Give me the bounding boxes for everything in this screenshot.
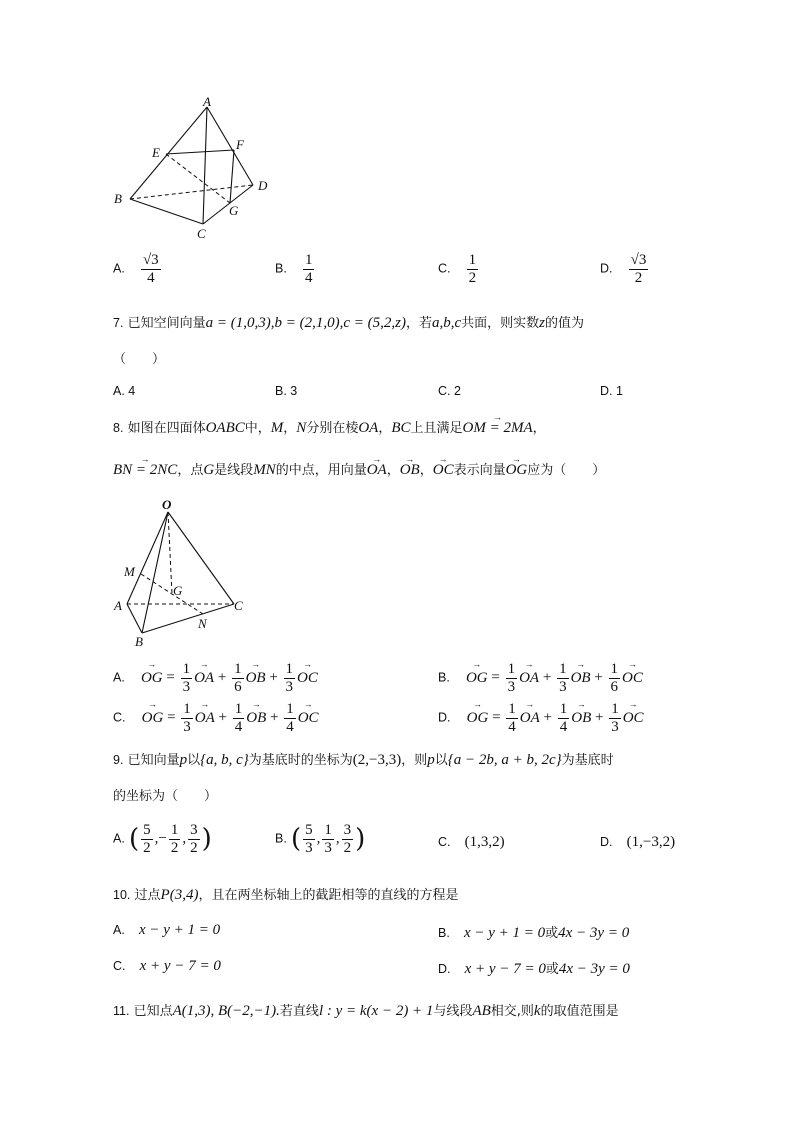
fraction: $\frac{1}{3}$ [183, 701, 191, 735]
or-text: 或 [545, 926, 559, 941]
option-letter: B. [275, 261, 287, 276]
equation: x − y + 1 = 0 [138, 922, 221, 938]
question-number: 10. [113, 888, 131, 902]
label-c: C [197, 226, 206, 241]
stem-text: 已知空间向量 [127, 316, 206, 331]
q8-option-d[interactable]: D. → OG = $\frac{1}{4}$ → OA + $\frac{1}{4}$ → OB + $\frac{1}{3}$ → OC [438, 701, 644, 735]
option-letter: B. [275, 831, 287, 846]
fraction: $\frac{1}{6}$ [610, 661, 619, 695]
vector-og: → OG [142, 710, 164, 727]
option-letter: D. [438, 962, 451, 976]
stem-text: 以 [434, 753, 448, 768]
q7-option-a[interactable]: A. 4 [113, 384, 136, 398]
stem-text: 以 [187, 753, 201, 768]
fraction: $\frac{3}{2}$ [343, 822, 352, 856]
stem-text: 的中点，用向量 [275, 463, 367, 478]
q8-stem-line1: 8. 如图在四面体OABC中，M，N分别在棱OA，BC上且满足→ OM = 2MA， [113, 419, 546, 438]
option-letter: D. [438, 710, 451, 725]
tetrahedron-figure-2 [110, 494, 260, 650]
numerator: √3 [142, 252, 159, 268]
q9-option-d[interactable] [600, 834, 675, 851]
point-p: P(3,4) [160, 887, 199, 903]
q10-option-a[interactable] [113, 922, 220, 939]
stem-text: 是线段 [214, 463, 254, 478]
label-c: C [234, 598, 243, 613]
option-letter: C. [438, 835, 451, 849]
denominator: 2 [468, 269, 477, 286]
q7-answer-paren: （ ） [113, 352, 166, 367]
or-text: 或 [545, 962, 559, 977]
fraction [303, 252, 315, 286]
edge-bc [142, 604, 234, 633]
denominator: 4 [304, 269, 313, 286]
stem-text: ，且在两坐标轴上的截距相等的直线的方程是 [198, 888, 459, 903]
basis-abc: {a, b, c} [200, 752, 249, 768]
label-f: F [236, 137, 244, 152]
segment-ab: AB [472, 1003, 491, 1019]
stem-text: 为基底时 [561, 753, 614, 768]
edge-oa [127, 512, 168, 604]
vector-og: → OG [141, 670, 163, 687]
vector-ob: → OB [571, 670, 591, 687]
fraction: $\frac{1}{4}$ [559, 701, 568, 735]
q9-stem-line1 [113, 751, 614, 770]
fraction: $\frac{5}{2}$ [143, 822, 151, 856]
equation-2: 4x − 3y = 0 [558, 961, 630, 977]
fraction: $\frac{1}{4}$ [234, 701, 243, 735]
q6-option-a[interactable] [113, 252, 163, 286]
fraction: $\frac{1}{6}$ [234, 661, 242, 695]
option-letter: A. [113, 670, 125, 685]
stem-text: ，点 [177, 463, 204, 478]
equation: x − y + 1 = 0 [463, 925, 546, 941]
fraction: $\frac{1}{3}$ [324, 822, 332, 856]
equation: x + y − 7 = 0 [139, 958, 221, 974]
q6-option-c[interactable] [438, 252, 480, 286]
label-a: A [114, 598, 122, 613]
tetrahedron-name: OABC [205, 420, 245, 436]
q8-option-b[interactable]: B. → OG = $\frac{1}{3}$ → OA + $\frac{1}{3}$ → OB + $\frac{1}{6}$ → OC [438, 661, 643, 695]
tetrahedron-figure-1 [110, 92, 280, 242]
segment-fg [230, 150, 234, 203]
vector-ob: → OB [400, 461, 420, 479]
numerator: √3 [630, 252, 647, 268]
q7-option-d[interactable]: D. 1 [600, 384, 623, 398]
vector-ob: → OB [246, 670, 266, 687]
edge-ob [142, 512, 168, 633]
fraction [141, 252, 161, 286]
question-number: 8. [113, 421, 124, 435]
vector-og: → OG [506, 461, 528, 479]
vector-p: p [427, 752, 435, 768]
stem-text: 的值为 [545, 316, 585, 331]
fraction: $\frac{1}{3}$ [559, 661, 567, 695]
vector-a-def: a = (1,0,3), [205, 315, 275, 331]
option-letter: D. [600, 835, 613, 849]
fraction: $\frac{1}{3}$ [507, 661, 516, 695]
label-o: O [162, 497, 172, 512]
edge-bc: BC [391, 420, 411, 436]
option-letter: D. [600, 261, 613, 276]
segment-mn: MN [253, 462, 276, 478]
option-letter: A. [113, 831, 125, 846]
numerator: 1 [304, 252, 313, 268]
fraction: $\frac{1}{3}$ [285, 661, 294, 695]
option-letter: C. [113, 710, 126, 725]
edge-bc [130, 199, 203, 224]
fraction [629, 252, 649, 286]
q8-option-c[interactable]: C. → OG = $\frac{1}{3}$ → OA + $\frac{1}{4}$ → OB + $\frac{1}{4}$ → OC [113, 701, 319, 735]
option-letter: B. [438, 926, 450, 940]
label-m: M [124, 564, 135, 579]
edge-ac [203, 107, 207, 224]
numerator: 1 [468, 252, 477, 268]
q6-option-d[interactable] [600, 252, 650, 286]
q10-option-d[interactable] [438, 958, 630, 978]
stem-text: ，则 [401, 753, 428, 768]
q9-option-a[interactable]: A. ( $\frac{5}{2}$ ,− $\frac{1}{2}$ , $\frac{3}{2}$ ) [113, 822, 212, 856]
points-ab: A(1,3), B(−2,−1). [172, 1003, 280, 1019]
stem-text: 与线段 [433, 1004, 473, 1019]
label-e: E [152, 145, 160, 160]
fraction: $\frac{3}{2}$ [190, 822, 198, 856]
question-number: 7. [113, 316, 124, 330]
point-m: M [270, 420, 284, 436]
stem-text: 过点 [134, 888, 161, 903]
vector-oa: → OA [195, 710, 215, 727]
fraction: $\frac{1}{2}$ [170, 822, 179, 856]
segment-og-hidden [168, 512, 172, 594]
stem-text: 中， [244, 421, 271, 436]
basis-new: {a − 2b, a + b, 2c} [447, 752, 562, 768]
fraction [467, 252, 479, 286]
vectors-abc: a,b,c [431, 315, 462, 331]
vector-oc: → OC [298, 710, 319, 727]
vector-og: → OG [466, 670, 488, 687]
q10-option-c[interactable] [113, 958, 221, 975]
denominator: 2 [634, 269, 643, 286]
vector-oc: → OC [433, 461, 454, 479]
vector-ob: → OB [571, 710, 591, 727]
vector-oc: → OC [297, 670, 318, 687]
edge-cd [203, 185, 253, 224]
option-letter: B. [438, 670, 450, 685]
q7-option-b[interactable]: B. 3 [275, 384, 298, 398]
vector-oc: → OC [623, 710, 644, 727]
stem-text: 分别在棱 [306, 421, 359, 436]
q9-stem-line2: 的坐标为（ ） [113, 789, 218, 804]
q11-stem [113, 1002, 619, 1021]
variable-k: k [533, 1003, 541, 1019]
point-g: G [203, 462, 215, 478]
edge-bd-hidden [130, 185, 253, 199]
stem-text: 共面，则实数 [461, 316, 540, 331]
stem-text: 相交,则 [490, 1004, 534, 1019]
vector-oa: → OA [520, 710, 540, 727]
vector-b-def: b = (2,1,0), [274, 315, 344, 331]
stem-text: 应为（ ） [527, 463, 606, 478]
fraction: $\frac{1}{4}$ [286, 701, 294, 735]
vector-ob: → OB [246, 710, 266, 727]
stem-text: ，若 [405, 316, 432, 331]
edge-ab [127, 604, 142, 633]
label-g: G [229, 203, 239, 218]
fraction: $\frac{1}{3}$ [611, 701, 619, 735]
option-value: (1,3,2) [464, 834, 505, 850]
equation-2: 4x − 3y = 0 [558, 925, 630, 941]
edge-ad [207, 107, 253, 185]
edge-oa: OA [358, 420, 379, 436]
option-letter: A. [113, 923, 125, 937]
vector-oa: → OA [194, 670, 214, 687]
segment-ef [166, 150, 234, 154]
vector-c-def: c = (5,2,z) [343, 315, 406, 331]
label-b: B [135, 634, 143, 649]
question-number: 11. [113, 1004, 130, 1018]
denominator: 4 [147, 269, 155, 286]
stem-text: 已知向量 [127, 753, 180, 768]
line-l: l : y = k(x − 2) + 1 [318, 1003, 434, 1019]
vector-oa: → OA [367, 461, 387, 479]
variable-z: z [539, 315, 545, 331]
coordinate: (2,−3,3) [352, 752, 402, 768]
stem-text: 上且满足 [410, 421, 463, 436]
stem-text: 的取值范围是 [540, 1004, 619, 1019]
stem-text: 已知点 [133, 1004, 173, 1019]
label-a: A [203, 94, 211, 109]
fraction: $\frac{1}{3}$ [182, 661, 191, 695]
vector-relation-bn: → BN = 2NC [113, 461, 177, 479]
fraction: $\frac{1}{4}$ [508, 701, 516, 735]
option-letter: A. [113, 261, 125, 276]
stem-text: 为基底时的坐标为 [248, 753, 353, 768]
q8-option-a[interactable]: A. → OG = $\frac{1}{3}$ → OA + $\frac{1}{6}$ → OB + $\frac{1}{3}$ → OC [113, 661, 318, 695]
label-n: N [198, 616, 207, 631]
vector-og: → OG [467, 710, 489, 727]
question-number: 9. [113, 753, 124, 767]
option-letter: C. [113, 959, 126, 973]
vector-oc: → OC [622, 670, 643, 687]
q10-stem [113, 886, 458, 905]
segment-eg-hidden [166, 154, 230, 203]
q7-option-c[interactable]: C. 2 [438, 384, 461, 398]
vector-p: p [179, 752, 188, 768]
label-d: D [258, 178, 268, 193]
stem-text: 表示向量 [453, 463, 506, 478]
option-value: (1,−3,2) [626, 834, 676, 850]
q6-option-b[interactable] [275, 252, 316, 286]
minus-sign: − [158, 830, 167, 847]
point-n: N [296, 420, 307, 436]
edge-ab [130, 107, 207, 199]
q10-option-b[interactable] [438, 922, 629, 942]
q8-stem-line2: → BN = 2NC，点G是线段MN的中点，用向量→ OA，→ OB，→ OC表示向量→ OG应为（ ） [113, 461, 605, 480]
label-b: B [114, 191, 122, 206]
stem-text: 如图在四面体 [127, 421, 206, 436]
fraction: $\frac{5}{3}$ [305, 822, 313, 856]
vector-relation-om: → OM = 2MA [463, 419, 533, 437]
q7-stem [113, 314, 584, 333]
label-g: G [173, 583, 183, 598]
q9-option-c[interactable] [438, 834, 505, 851]
q9-option-b[interactable]: B. ( $\frac{5}{3}$ , $\frac{1}{3}$ , $\frac{3}{2}$ ) [275, 822, 366, 856]
stem-text: 若直线 [279, 1004, 319, 1019]
option-letter: C. [438, 261, 451, 276]
equation: x + y − 7 = 0 [464, 961, 546, 977]
vector-oa: → OA [519, 670, 539, 687]
